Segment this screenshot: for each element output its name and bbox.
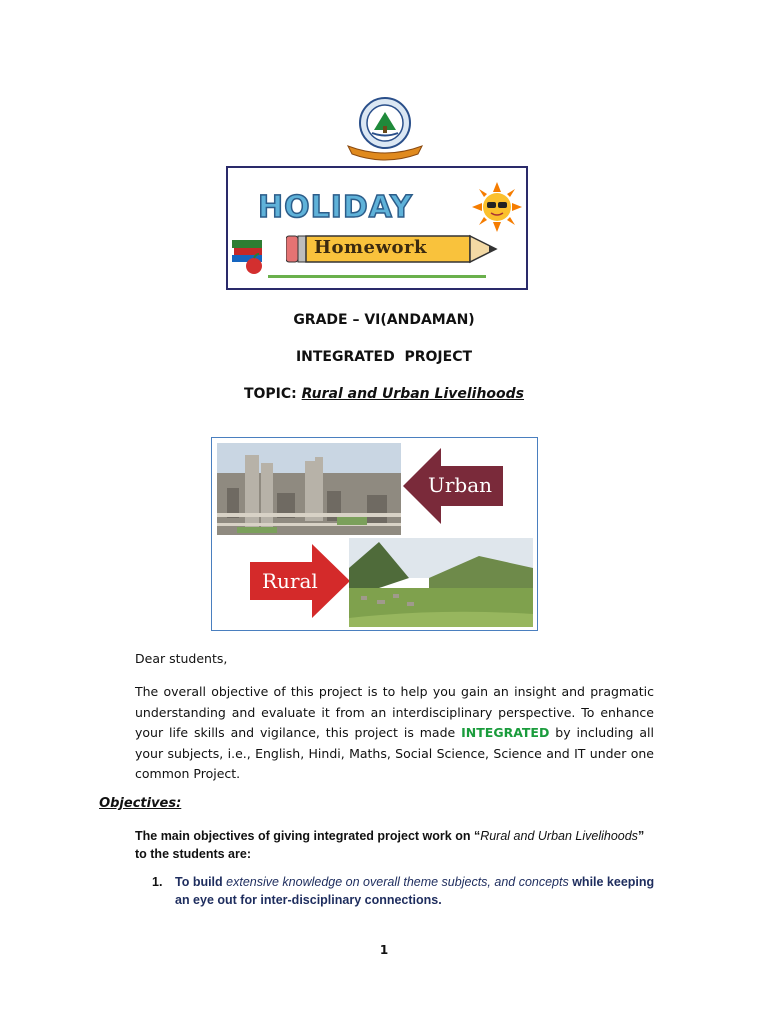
urban-label: Urban bbox=[428, 473, 493, 497]
rural-valley-photo bbox=[349, 538, 533, 627]
school-crest-logo bbox=[342, 96, 428, 162]
objective-text bbox=[175, 873, 657, 909]
rural-urban-figure bbox=[211, 437, 538, 631]
project-text: INTEGRATED PROJECT bbox=[295, 349, 473, 365]
banner-title: HOLIDAY bbox=[258, 190, 413, 225]
main-objectives-intro bbox=[135, 827, 655, 863]
intro-paragraph bbox=[135, 682, 654, 785]
project-heading bbox=[0, 349, 768, 365]
page-number: 1 bbox=[379, 943, 389, 957]
main-objectives-text-2: ” to the students are: bbox=[135, 829, 645, 861]
books-apple-icon bbox=[230, 232, 270, 276]
rural-label: Rural bbox=[262, 569, 318, 593]
holiday-homework-banner bbox=[226, 166, 528, 290]
objectives-heading bbox=[90, 796, 181, 811]
intro-highlight: INTEGRATED bbox=[461, 725, 550, 740]
greeting: Dear students, bbox=[135, 651, 228, 666]
city-photo bbox=[217, 443, 401, 535]
objective-italic: extensive knowledge on overall theme subjects, and concepts bbox=[226, 875, 569, 889]
topic-label: TOPIC: bbox=[243, 386, 297, 402]
objective-number: 1. bbox=[152, 875, 163, 889]
banner-subtitle: Homework bbox=[314, 237, 427, 258]
intro-text-1: The overall objective of this project is to help you gain an insight and pragmatic understanding and evaluate it from an interdisciplinary perspective. To enhance your life skills and vigilance, this project is made bbox=[135, 684, 654, 740]
grade-heading bbox=[0, 312, 768, 328]
main-objectives-text-1: The main objectives of giving integrated project work on “ bbox=[135, 829, 481, 843]
objective-tail: while keeping an eye out for inter-disciplinary connections. bbox=[175, 875, 655, 907]
sun-icon bbox=[472, 182, 522, 232]
topic-heading bbox=[0, 386, 768, 402]
topic-value: Rural and Urban Livelihoods bbox=[301, 386, 525, 402]
intro-text-2: by including all your subjects, i.e., English, Hindi, Maths, Social Science, Science and IT under one common Project. bbox=[135, 725, 654, 781]
grade-text: GRADE – VI(ANDAMAN) bbox=[293, 312, 475, 328]
objectives-heading-text: Objectives: bbox=[99, 796, 182, 811]
banner-grass bbox=[268, 275, 486, 278]
main-objectives-topic: Rural and Urban Livelihoods bbox=[480, 829, 638, 843]
objective-lead: To build bbox=[175, 875, 227, 889]
